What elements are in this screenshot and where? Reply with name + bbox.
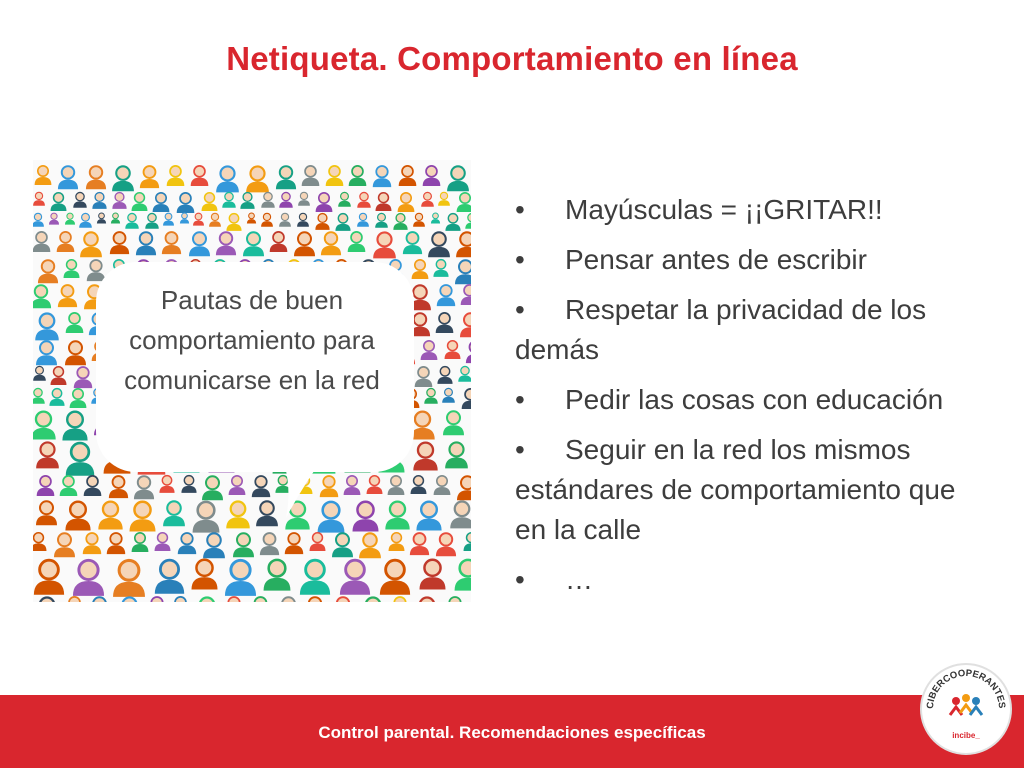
person-avatar xyxy=(436,313,454,333)
person-avatar xyxy=(437,367,452,384)
person-avatar xyxy=(225,597,243,602)
person-avatar xyxy=(226,502,250,529)
speech-bubble-tail xyxy=(276,440,336,520)
bullet-text: Mayúsculas = ¡¡GRITAR!! xyxy=(565,194,883,225)
person-avatar xyxy=(125,213,138,228)
person-avatar xyxy=(193,502,220,533)
person-avatar xyxy=(97,213,106,224)
person-avatar xyxy=(361,598,385,602)
person-avatar xyxy=(113,560,145,596)
person-avatar xyxy=(466,341,471,363)
person-avatar xyxy=(315,214,329,230)
person-avatar xyxy=(49,389,64,406)
person-avatar xyxy=(310,533,326,551)
bullet-text: … xyxy=(565,564,593,595)
person-avatar xyxy=(162,232,181,254)
speech-bubble-text: Pautas de buen comportamiento para comunicarse en la red xyxy=(124,285,380,395)
person-avatar xyxy=(445,341,461,359)
person-avatar xyxy=(447,166,469,191)
person-avatar xyxy=(65,213,75,225)
person-avatar xyxy=(216,232,236,255)
person-avatar xyxy=(36,341,57,365)
person-avatar xyxy=(389,533,405,551)
person-avatar xyxy=(285,533,303,554)
bullet-dot: • xyxy=(515,194,525,225)
person-avatar xyxy=(456,232,471,257)
person-avatar xyxy=(112,166,134,191)
person-avatar xyxy=(60,476,78,496)
person-avatar xyxy=(446,597,464,602)
bullet-item xyxy=(515,380,985,420)
person-avatar xyxy=(36,442,59,468)
person-avatar xyxy=(136,232,156,255)
person-avatar xyxy=(191,560,217,590)
person-avatar xyxy=(49,213,59,225)
bullet-text: Pedir las cosas con educación xyxy=(565,384,944,415)
person-avatar xyxy=(54,533,75,557)
person-avatar xyxy=(240,193,254,209)
person-avatar xyxy=(410,533,429,555)
person-avatar xyxy=(33,192,45,205)
person-avatar xyxy=(33,366,46,380)
logo-people-icon xyxy=(950,694,982,715)
person-avatar xyxy=(153,193,170,212)
person-avatar xyxy=(33,232,50,252)
person-avatar xyxy=(385,502,409,530)
person-avatar xyxy=(434,476,451,495)
person-avatar xyxy=(251,597,270,602)
person-avatar xyxy=(243,232,264,256)
person-avatar xyxy=(278,597,299,602)
person-avatar xyxy=(326,166,344,186)
person-avatar xyxy=(438,192,450,205)
person-avatar xyxy=(332,533,353,557)
person-avatar xyxy=(110,232,129,254)
person-avatar xyxy=(461,285,471,305)
bullet-text: Pensar antes de escribir xyxy=(565,244,867,275)
person-avatar xyxy=(109,476,128,498)
person-avatar xyxy=(202,476,223,500)
person-avatar xyxy=(279,213,291,226)
person-avatar xyxy=(33,213,44,226)
bullet-dot: • xyxy=(515,244,525,275)
person-avatar xyxy=(225,560,256,596)
person-avatar xyxy=(65,502,90,531)
person-avatar xyxy=(421,192,434,206)
person-avatar xyxy=(398,193,415,212)
person-avatar xyxy=(391,597,409,602)
bullet-dot: • xyxy=(515,564,525,595)
person-avatar xyxy=(70,389,87,408)
person-avatar xyxy=(423,166,441,186)
person-avatar xyxy=(388,476,405,495)
logo-ring-text: CIBERCOOPERANTES xyxy=(924,667,1008,710)
person-avatar xyxy=(74,367,92,388)
logo-sub-text: incibe_ xyxy=(952,731,980,740)
person-avatar xyxy=(62,412,87,441)
person-avatar xyxy=(177,193,195,213)
person-avatar xyxy=(380,560,410,595)
person-avatar xyxy=(191,166,209,186)
bullet-item xyxy=(515,560,985,600)
person-avatar xyxy=(83,533,101,554)
person-avatar xyxy=(261,192,274,207)
person-avatar xyxy=(375,213,388,227)
person-avatar xyxy=(66,597,84,602)
person-avatar xyxy=(437,285,455,306)
person-avatar xyxy=(140,166,159,188)
person-avatar xyxy=(260,533,279,555)
person-avatar xyxy=(279,192,292,207)
person-avatar xyxy=(111,213,120,224)
person-avatar xyxy=(297,213,309,226)
person-avatar xyxy=(462,389,471,409)
person-avatar xyxy=(294,232,315,256)
person-avatar xyxy=(415,367,433,387)
person-avatar xyxy=(344,476,361,495)
person-avatar xyxy=(445,442,468,468)
person-avatar xyxy=(428,232,450,257)
footer-text: Control parental. Recomendaciones específicas xyxy=(318,723,706,742)
person-avatar xyxy=(159,476,174,493)
person-avatar xyxy=(86,166,106,189)
person-avatar xyxy=(415,598,439,602)
person-avatar xyxy=(57,232,75,252)
person-avatar xyxy=(98,502,122,530)
person-avatar xyxy=(367,476,383,494)
person-avatar xyxy=(167,166,185,186)
bullet-item xyxy=(515,430,985,550)
person-avatar xyxy=(155,533,171,551)
bullet-dot: • xyxy=(515,384,525,415)
person-avatar xyxy=(465,213,471,228)
person-avatar xyxy=(411,476,427,494)
person-avatar xyxy=(132,533,149,552)
slide-title: Netiqueta. Comportamiento en línea xyxy=(226,40,798,77)
person-avatar xyxy=(455,260,471,284)
person-avatar xyxy=(302,166,320,186)
person-avatar xyxy=(349,166,367,186)
person-avatar xyxy=(333,597,353,602)
person-avatar xyxy=(203,533,225,558)
bullet-dot: • xyxy=(515,434,525,465)
person-avatar xyxy=(79,213,92,227)
person-avatar xyxy=(163,501,185,526)
person-avatar xyxy=(193,213,204,225)
person-avatar xyxy=(421,341,438,360)
person-avatar xyxy=(455,560,471,591)
person-avatar xyxy=(270,232,288,252)
person-avatar xyxy=(178,533,196,554)
person-avatar xyxy=(393,214,407,230)
person-avatar xyxy=(163,213,174,225)
person-avatar xyxy=(148,597,166,602)
person-avatar xyxy=(64,260,80,278)
person-avatar xyxy=(298,192,310,205)
person-avatar xyxy=(316,193,333,212)
person-avatar xyxy=(373,232,396,258)
person-avatar xyxy=(172,597,190,602)
person-avatar xyxy=(33,285,51,308)
person-avatar xyxy=(51,367,67,385)
person-avatar xyxy=(216,166,239,192)
person-avatar xyxy=(413,213,425,226)
bullet-dot: • xyxy=(515,294,525,325)
person-avatar xyxy=(261,213,273,226)
bullet-text: Respetar la privacidad de los demás xyxy=(515,294,927,365)
cibercooperantes-logo xyxy=(920,663,1012,755)
person-avatar xyxy=(35,166,52,185)
person-avatar xyxy=(84,476,102,496)
person-avatar xyxy=(300,560,330,595)
person-avatar xyxy=(58,166,78,189)
person-avatar xyxy=(229,476,246,495)
person-avatar xyxy=(246,166,269,192)
person-avatar xyxy=(66,313,84,333)
bullet-item xyxy=(515,240,985,280)
person-avatar xyxy=(134,476,154,499)
person-avatar xyxy=(338,192,351,206)
person-avatar xyxy=(89,597,110,602)
person-avatar xyxy=(33,533,46,551)
person-avatar xyxy=(73,560,104,596)
person-avatar xyxy=(180,213,189,224)
person-avatar xyxy=(352,502,378,532)
person-avatar xyxy=(132,193,148,211)
person-avatar xyxy=(457,476,471,500)
person-avatar xyxy=(305,597,325,602)
person-avatar xyxy=(457,193,471,212)
person-avatar xyxy=(112,193,126,209)
person-avatar xyxy=(222,192,235,207)
person-avatar xyxy=(450,502,471,529)
person-avatar xyxy=(73,192,86,207)
person-avatar xyxy=(35,598,59,602)
person-avatar xyxy=(189,232,210,256)
person-avatar xyxy=(357,192,370,207)
person-avatar xyxy=(36,501,57,525)
person-avatar xyxy=(464,533,471,551)
person-avatar xyxy=(431,213,440,224)
person-avatar xyxy=(233,533,254,557)
person-avatar xyxy=(252,476,270,497)
person-avatar xyxy=(37,476,55,496)
person-avatar xyxy=(340,560,370,595)
person-avatar xyxy=(373,166,391,187)
person-avatar xyxy=(413,443,437,471)
person-avatar xyxy=(38,260,58,283)
person-avatar xyxy=(58,285,77,307)
person-avatar xyxy=(359,533,381,558)
person-avatar xyxy=(226,214,241,231)
person-avatar xyxy=(376,193,392,211)
person-avatar xyxy=(33,412,56,440)
person-avatar xyxy=(247,213,256,224)
person-avatar xyxy=(65,341,86,365)
person-avatar xyxy=(442,388,455,402)
person-avatar xyxy=(335,214,350,231)
person-avatar xyxy=(419,560,445,590)
bullet-item xyxy=(515,190,985,230)
person-avatar xyxy=(321,232,341,255)
person-avatar xyxy=(80,232,102,257)
person-avatar xyxy=(33,388,45,403)
person-avatar xyxy=(145,213,158,228)
person-avatar xyxy=(399,166,417,186)
person-avatar xyxy=(357,213,369,226)
person-avatar xyxy=(424,388,437,403)
person-avatar xyxy=(256,501,278,526)
person-avatar xyxy=(458,366,471,381)
person-avatar xyxy=(443,411,464,435)
person-avatar xyxy=(129,502,155,532)
person-avatar xyxy=(412,260,429,279)
person-avatar xyxy=(202,193,218,211)
person-avatar xyxy=(445,214,460,231)
person-avatar xyxy=(155,560,184,594)
person-avatar xyxy=(433,260,448,277)
bullet-text: Seguir en la red los mismos estándares de comportamiento que en la calle xyxy=(515,434,956,545)
person-avatar xyxy=(34,560,64,595)
bullet-item xyxy=(515,290,985,370)
person-avatar xyxy=(209,213,221,226)
person-avatar xyxy=(348,232,366,252)
person-avatar xyxy=(66,443,95,476)
person-avatar xyxy=(181,476,196,493)
person-avatar xyxy=(92,193,106,209)
person-avatar xyxy=(35,314,59,341)
person-avatar xyxy=(107,533,125,554)
person-avatar xyxy=(195,598,219,602)
bullet-list xyxy=(515,190,985,610)
person-avatar xyxy=(403,232,422,254)
person-avatar xyxy=(118,597,141,602)
person-avatar xyxy=(460,313,471,337)
person-avatar xyxy=(436,533,456,556)
person-avatar xyxy=(51,193,67,211)
person-avatar xyxy=(416,502,441,531)
person-avatar xyxy=(276,166,296,189)
person-avatar xyxy=(264,560,291,591)
